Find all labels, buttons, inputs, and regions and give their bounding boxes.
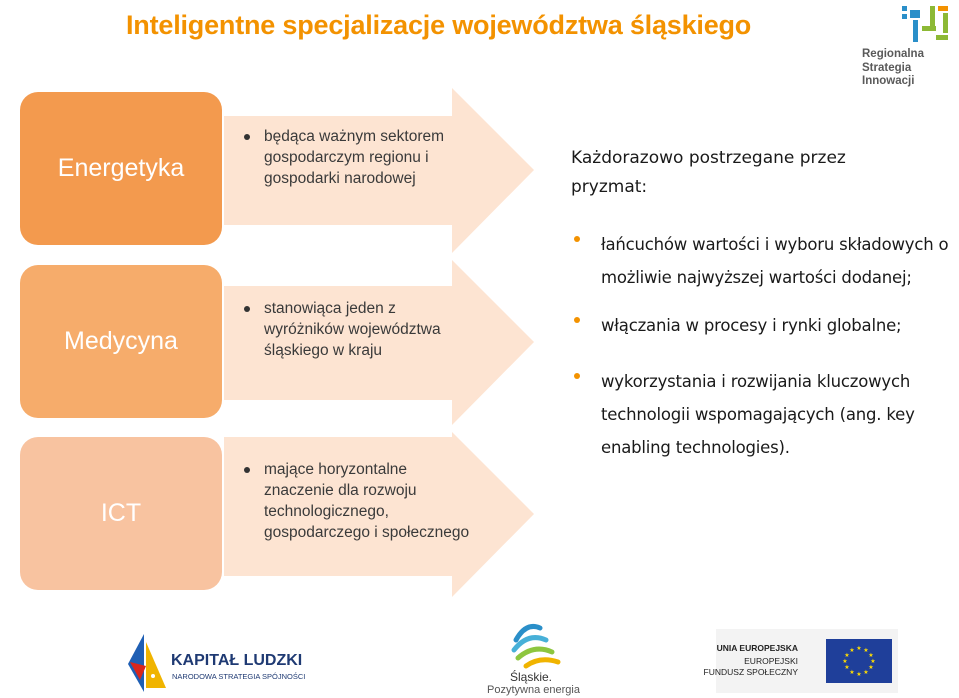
list-item: włączania w procesy i rynki globalne; [571,309,959,342]
list-item: łańcuchów wartości i wyboru składowych o możliwie najwyższej wartości dodanej; [571,228,959,294]
eu-flag-icon [826,639,892,683]
slaskie-name: Śląskie. [510,670,553,684]
svg-text:★: ★ [868,652,874,659]
svg-text:★: ★ [849,669,855,676]
kapital-ludzki-title: KAPITAŁ LUDZKI [171,652,303,669]
svg-text:★: ★ [856,645,862,652]
svg-text:★: ★ [863,647,869,654]
arrow-bullet: stanowiąca jeden z wyróżników województwa śląskiego w kraju [242,298,472,361]
category-ict [20,437,222,590]
rsi-logo-line2: Strategia [862,61,912,74]
category-label: Energetyka [57,154,185,182]
svg-text:★: ★ [849,647,855,654]
arrow-energetyka [224,88,534,253]
arrow-ict [224,432,534,597]
eu-line1: UNIA EUROPEJSKA [716,643,798,653]
category-label: Medycyna [64,327,178,355]
eu-line2: EUROPEJSKI [744,656,798,666]
svg-text:★: ★ [863,669,869,676]
svg-text:★: ★ [868,664,874,671]
svg-text:★: ★ [870,658,876,665]
svg-text:★: ★ [844,664,850,671]
arrow-bullet: mające horyzontalne znaczenie dla rozwoju technologicznego, gospodarczego i społecznego [242,459,472,543]
rsi-logo-line1: Regionalna [862,48,924,60]
arrow-medycyna [224,260,534,425]
eu-line3: FUNDUSZ SPOŁECZNY [703,667,798,677]
slaskie-tagline: Pozytywna energia [487,684,580,696]
page-title: Inteligentne specjalizacje województwa śląskiego [126,10,752,40]
category-energetyka [20,92,222,245]
rsi-logo-mark-icon [902,4,952,44]
arrow-bullet: będąca ważnym sektorem gospodarczym regionu i gospodarki narodowej [242,126,472,189]
slaskie-mark-icon [506,618,566,670]
svg-text:★: ★ [842,658,848,665]
rsi-logo-line3: Innowacji [862,75,915,87]
category-medycyna [20,265,222,418]
kapital-ludzki-subtitle: NARODOWA STRATEGIA SPÓJNOŚCI [172,672,306,681]
right-list [571,228,959,464]
kapital-ludzki-logo [126,632,306,694]
perceived-heading: Każdorazowo postrzegane przez pryzmat: [571,148,846,197]
eu-logo [703,629,898,693]
eu-stars-icon [826,639,892,683]
list-item: wykorzystania i rozwijania kluczowych technologii wspomagających (ang. key enabling technologies). [571,365,959,464]
rsi-logo [862,4,958,94]
slaskie-logo [478,618,588,698]
svg-text:★: ★ [844,652,850,659]
category-label: ICT [100,499,142,527]
kapital-ludzki-mark-icon [126,632,170,692]
svg-text:★: ★ [856,671,862,678]
